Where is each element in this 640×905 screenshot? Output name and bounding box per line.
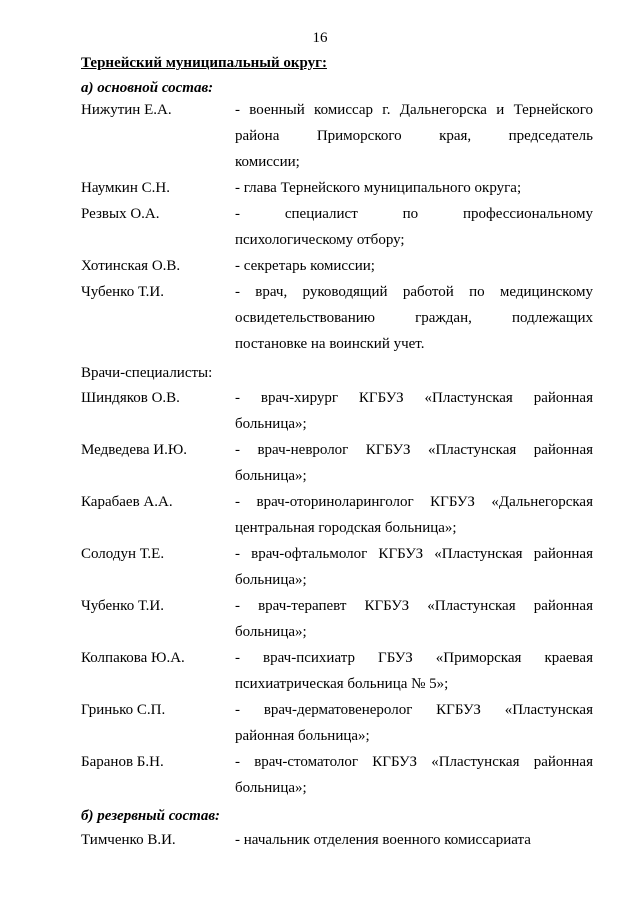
member-name: Чубенко Т.И.	[81, 284, 164, 300]
description-line: - врач-дерматовенеролог КГБУЗ «Пластунская	[235, 702, 593, 718]
description-line: - врач-стоматолог КГБУЗ «Пластунская районная	[235, 754, 593, 770]
member-description	[235, 201, 593, 253]
description-line: - глава Тернейского муниципального округа;	[235, 180, 522, 196]
description-line: - врач-невролог КГБУЗ «Пластунская районная	[235, 442, 593, 458]
description-line: - секретарь комиссии;	[235, 258, 375, 274]
description-line: психологическому отбору;	[235, 232, 405, 248]
reserve-composition-heading: б) резервный состав:	[81, 808, 221, 824]
description-line: больница»;	[235, 468, 307, 484]
member-name: Шиндяков О.В.	[81, 390, 180, 406]
description-line: больница»;	[235, 572, 307, 588]
page-number: 16	[312, 30, 328, 46]
description-line: - специалист по профессиональному	[235, 206, 593, 222]
member-description	[235, 645, 593, 697]
member-description	[235, 593, 593, 645]
description-line: районная больница»;	[235, 728, 370, 744]
member-description	[235, 175, 593, 201]
member-name: Колпакова Ю.А.	[81, 650, 185, 666]
member-name: Карабаев А.А.	[81, 494, 173, 510]
description-line: - врач-хирург КГБУЗ «Пластунская районная	[235, 390, 593, 406]
specialists-label: Врачи-специалисты:	[81, 365, 213, 381]
member-name: Гринько С.П.	[81, 702, 166, 718]
description-line: - врач-оториноларинголог КГБУЗ «Дальнегорская	[235, 494, 593, 510]
member-name: Хотинская О.В.	[81, 258, 181, 274]
description-line: - врач-психиатр ГБУЗ «Приморская краевая	[235, 650, 593, 666]
main-composition-heading: а) основной состав:	[81, 80, 214, 96]
member-description	[235, 489, 593, 541]
member-description	[235, 253, 593, 279]
description-line: - врач, руководящий работой по медицинскому	[235, 284, 593, 300]
member-description	[235, 827, 593, 853]
member-name: Тимченко В.И.	[81, 832, 176, 848]
member-description	[235, 437, 593, 489]
description-line: центральная городская больница»;	[235, 520, 457, 536]
description-line: освидетельствованию граждан, подлежащих	[235, 310, 593, 326]
member-name: Баранов Б.Н.	[81, 754, 164, 770]
description-line: больница»;	[235, 780, 307, 796]
description-line: постановке на воинский учет.	[235, 336, 425, 352]
member-name: Чубенко Т.И.	[81, 598, 164, 614]
member-name: Солодун Т.Е.	[81, 546, 165, 562]
member-name: Наумкин С.Н.	[81, 180, 170, 196]
description-line: больница»;	[235, 624, 307, 640]
member-description	[235, 97, 593, 175]
description-line: больница»;	[235, 416, 307, 432]
description-line: района Приморского края, председатель	[235, 128, 593, 144]
member-description	[235, 279, 593, 357]
description-line: комиссии;	[235, 154, 300, 170]
member-description	[235, 697, 593, 749]
section-title: Тернейский муниципальный округ:	[81, 55, 327, 71]
member-name: Резвых О.А.	[81, 206, 160, 222]
description-line: психиатрическая больница № 5»;	[235, 676, 449, 692]
member-name: Медведева И.Ю.	[81, 442, 188, 458]
member-description	[235, 541, 593, 593]
member-description	[235, 749, 593, 801]
description-line: - начальник отделения военного комиссариата	[235, 832, 531, 848]
description-line: - врач-офтальмолог КГБУЗ «Пластунская районная	[235, 546, 593, 562]
member-name: Нижутин Е.А.	[81, 102, 172, 118]
description-line: - военный комиссар г. Дальнегорска и Тернейского	[235, 102, 593, 118]
description-line: - врач-терапевт КГБУЗ «Пластунская районная	[235, 598, 593, 614]
member-description	[235, 385, 593, 437]
